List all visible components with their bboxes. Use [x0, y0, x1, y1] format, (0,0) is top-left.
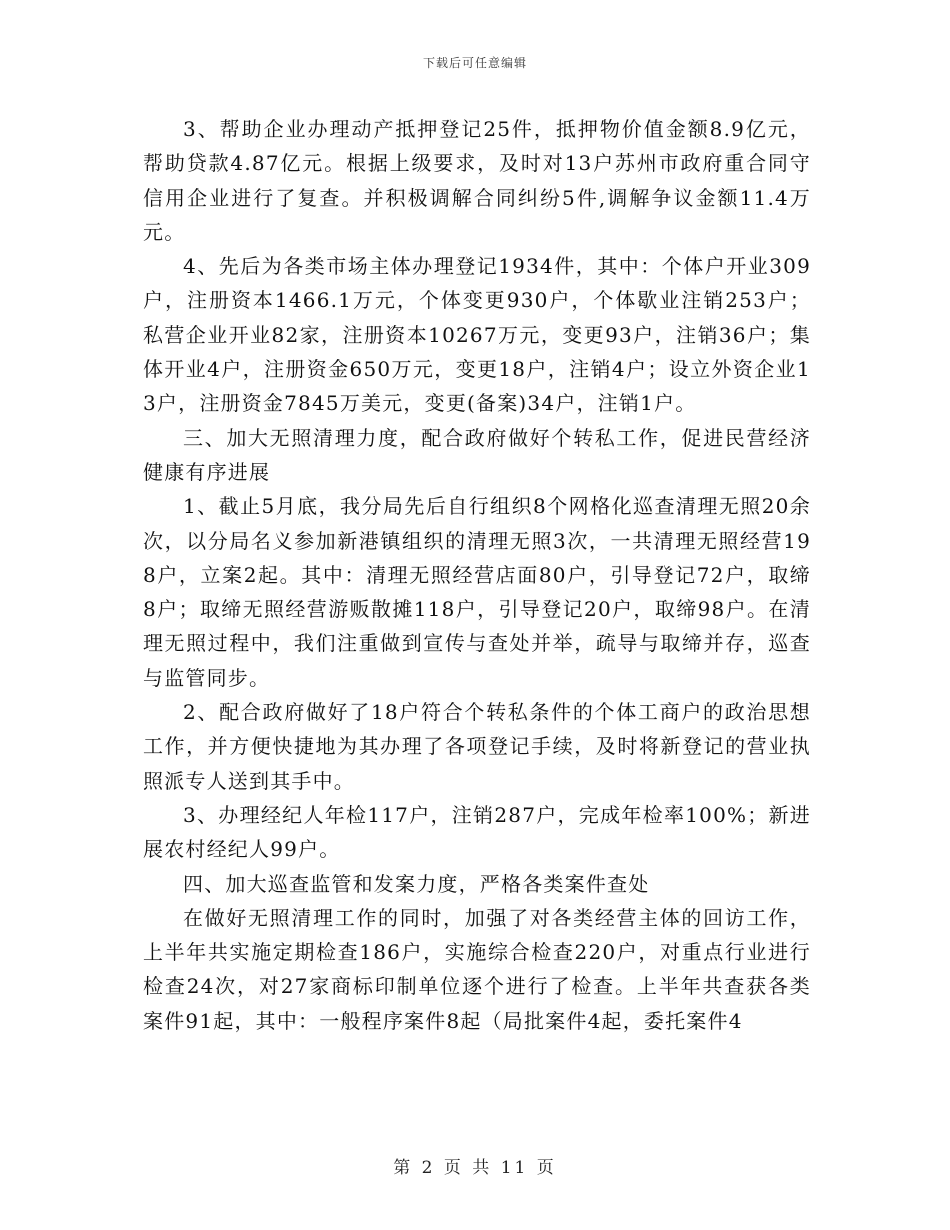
section-heading-unlicensed-cleanup: 三、加大无照清理力度，配合政府做好个转私工作，促进民营经济健康有序进展	[143, 425, 811, 484]
paragraph-unlicensed-cleanup: 1、截止5月底，我分局先后自行组织8个网格化巡查清理无照20余次，以分局名义参加新港镇组织的清理无照3次，一共清理无照经营198户，立案2起。其中：清理无照经营店面80户，引导登记72户，取缔8户；取缔无照经营游贩散摊118户，引导登记20户，取缔98户。在清理无照过程中，我们注重做到宣传与查处并举，疏导与取缔并存，巡查与监管同步。	[143, 494, 811, 690]
paragraph-market-registration: 4、先后为各类市场主体办理登记1934件，其中：个体户开业309户，注册资本1466.1万元，个体变更930户，个体歇业注销253户；私营企业开业82家，注册资本10267万元，变更93户，注销36户；集体开业4户，注册资金650万元，变更18户，注销4户；设立外资企业13户，注册资金7845万美元，变更(备案)34户，注销1户。	[143, 254, 811, 416]
paragraph-inspection-cases: 在做好无照清理工作的同时，加强了对各类经营主体的回访工作，上半年共实施定期检查186户，实施综合检查220户，对重点行业进行检查24次，对27家商标印制单位逐个进行了检查。上半年共查获各类案件91起，其中：一般程序案件8起（局批案件4起，委托案件4	[143, 905, 811, 1033]
page-number: 第 2 页 共 11 页	[393, 1158, 557, 1178]
paragraph-mortgage-registration: 3、帮助企业办理动产抵押登记25件，抵押物价值金额8.9亿元，帮助贷款4.87亿元。根据上级要求，及时对13户苏州市政府重合同守信用企业进行了复查。并积极调解合同纠纷5件,调解争议金额11.4万元。	[143, 117, 811, 244]
paragraph-individual-to-private: 2、配合政府做好了18户符合个转私条件的个体工商户的政治思想工作，并方便快捷地为其办理了各项登记手续，及时将新登记的营业执照派专人送到其手中。	[143, 700, 811, 793]
page-header-note: 下载后可任意编辑	[422, 56, 527, 70]
paragraph-broker-inspection: 3、办理经纪人年检117户，注销287户，完成年检率100%；新进展农村经纪人99户。	[143, 802, 811, 862]
section-heading-inspection-cases: 四、加大巡查监管和发案力度，严格各类案件查处	[183, 871, 650, 896]
document-body	[143, 112, 811, 1038]
